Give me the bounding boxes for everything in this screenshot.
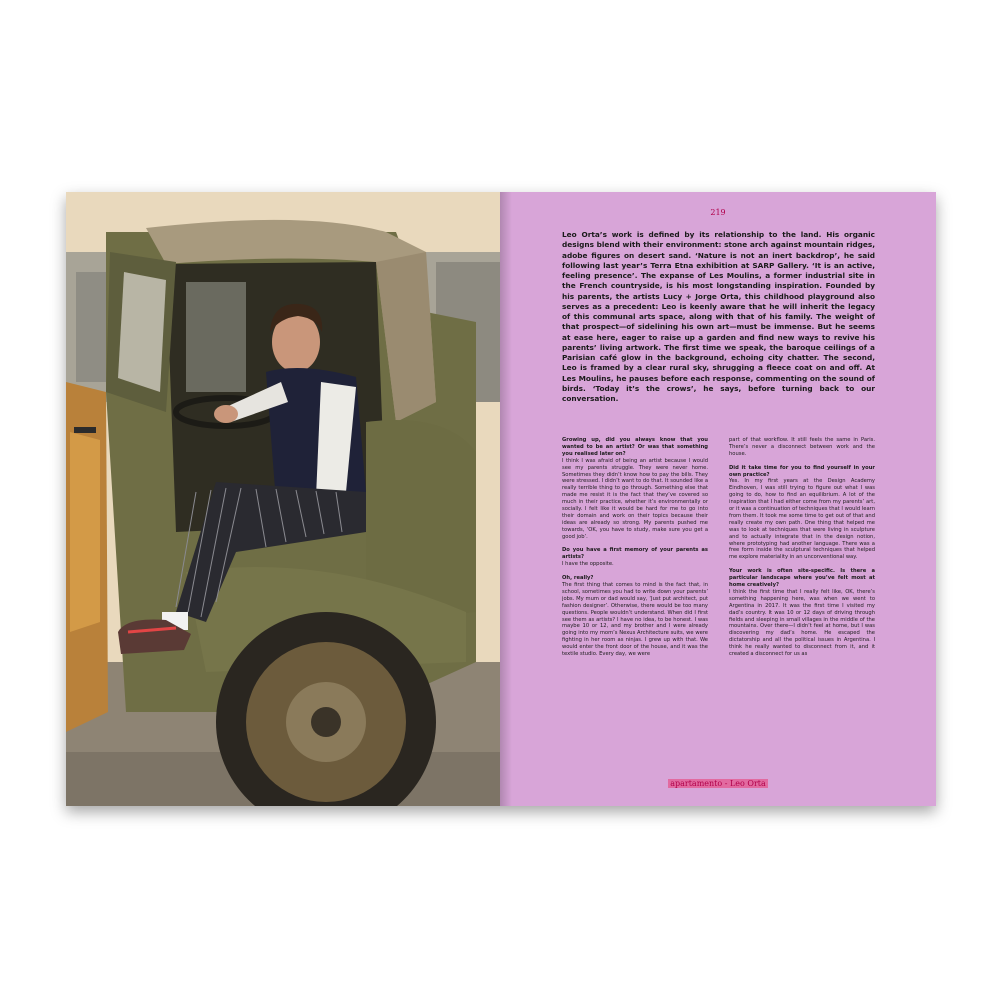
man-in-vintage-truck-illustration bbox=[66, 192, 500, 806]
interview-answer: part of that workflow. It still feels the same in Paris. There’s never a disconnect between work and the house. bbox=[729, 437, 875, 457]
footer-label: apartamento - Leo Orta bbox=[670, 779, 766, 788]
interview-answer: Yes. In my first years at the Design Academy Eindhoven, I was still trying to figure out what I was going to do, how to find an equilibrium. A lot of the inspiration that I had either come from my parents’ art, or it was a continuation of techniques that I would learn from them. It took me some time to get out of that and really create my own path. One thing that helped me was to look at techniques that were living in sculpture and to actually integrate that in the design notion, where prototyping had another language. There was a free form inside the sculptural techniques that helped me explore materiality in an unconventional way. bbox=[729, 478, 875, 561]
page-footer bbox=[500, 779, 936, 788]
interview-answer: I think I was afraid of being an artist because I would see my parents struggle. They were never home. Sometimes they didn’t know how to pay the bills. They were stressed. I didn’t want to do that. It sounded like a really terrible thing to go through. Something else that made me resist it is the fact that they’ve covered so much in their practice, whether it’s environmentally or socially. I felt like it would be hard for me to go into their domain and work on their topics because their ideas are already so strong. My parents pushed me towards, ‘OK, you have to study, make sure you get a good job’. bbox=[562, 457, 708, 540]
interview-answer: I have the opposite. bbox=[562, 561, 614, 568]
portrait-photo bbox=[66, 192, 500, 806]
interview-column-left bbox=[562, 437, 708, 767]
interview-question: Your work is often site-specific. Is there a particular landscape where you’ve felt most at home creatively? bbox=[729, 568, 875, 588]
qa-block bbox=[729, 465, 875, 562]
text-page bbox=[500, 192, 936, 806]
interview-question: Oh, really? bbox=[562, 575, 594, 582]
article-intro: Leo Orta’s work is defined by its relationship to the land. His organic designs blend with their environment: stone arch against mountain ridges, adobe figures on desert sand. ‘Nature is not an inert backdrop’, he said following last year’s Terra Etna exhibition at SARP Gallery. ‘It is an active, feeling presence’. The expanse of Les Moulins, a former industrial site in the French countryside, is his most longstanding inspiration. Founded by his parents, the artists Lucy + Jorge Orta, this childhood playground also serves as a precedent: Leo is keenly aware that he will inherit the legacy of this communal arts space, along with that of his family. The weight of that prospect—of sidelining his own art—must be immense. But he seems at ease here, eager to raise up a garden and find new ways to revive his parents’ living artwork. The first time we speak, the baroque ceilings of a Parisian café glow in the background, echoing city chatter. The second, Leo is framed by a clear rural sky, shrugging a fleece coat on and off. At Les Moulins, he pauses before each response, commenting on the sound of birds. ‘Today it’s the crows’, he says, before turning back to our conversation. bbox=[562, 230, 875, 403]
interview-question: Did it take time for you to find yourself in your own practice? bbox=[729, 464, 875, 478]
interview-answer: I think the first time that I really felt like, OK, there’s something happening here, was when we went to Argentina in 2017. It was the first time I visited my dad’s country. It was 10 or 12 days of driving through fields and sleeping in small villages in the middle of the mountains. Over there—I didn’t feel at home, but I was discovering my dad’s home. He escaped the dictatorship and all the political issues in Argentina. I think he really wanted to disconnect from it, and it created a disconnect for us as bbox=[729, 588, 875, 658]
magazine-spread bbox=[66, 192, 936, 806]
interview-column-right bbox=[729, 437, 875, 767]
qa-block bbox=[729, 568, 875, 658]
page-gutter-shadow bbox=[500, 192, 512, 806]
page-number: 219 bbox=[710, 208, 726, 217]
qa-block bbox=[562, 437, 708, 541]
interview-question: Growing up, did you always know that you wanted to be an artist? Or was that something you realised later on? bbox=[562, 437, 708, 457]
qa-block bbox=[729, 437, 875, 458]
interview-question: Do you have a first memory of your parents as artists? bbox=[562, 547, 708, 561]
qa-block bbox=[562, 575, 708, 658]
qa-block bbox=[562, 547, 708, 568]
interview-answer: The first thing that comes to mind is the fact that, in school, sometimes you had to write down your parents’ jobs. My mum or dad would say, ‘Just put architect, put fashion designer’. Otherwise, there would be too many questions. People wouldn’t understand. When did I first see them as artists? I have no idea, to be honest. I was maybe 10 or 12, and my brother and I were already going into my mom’s Nexus Architecture suits, we were fighting in her room as ninjas. I grew up with that. We would enter the front door of the house, and it was the textile studio. Every day, we were bbox=[562, 582, 708, 658]
